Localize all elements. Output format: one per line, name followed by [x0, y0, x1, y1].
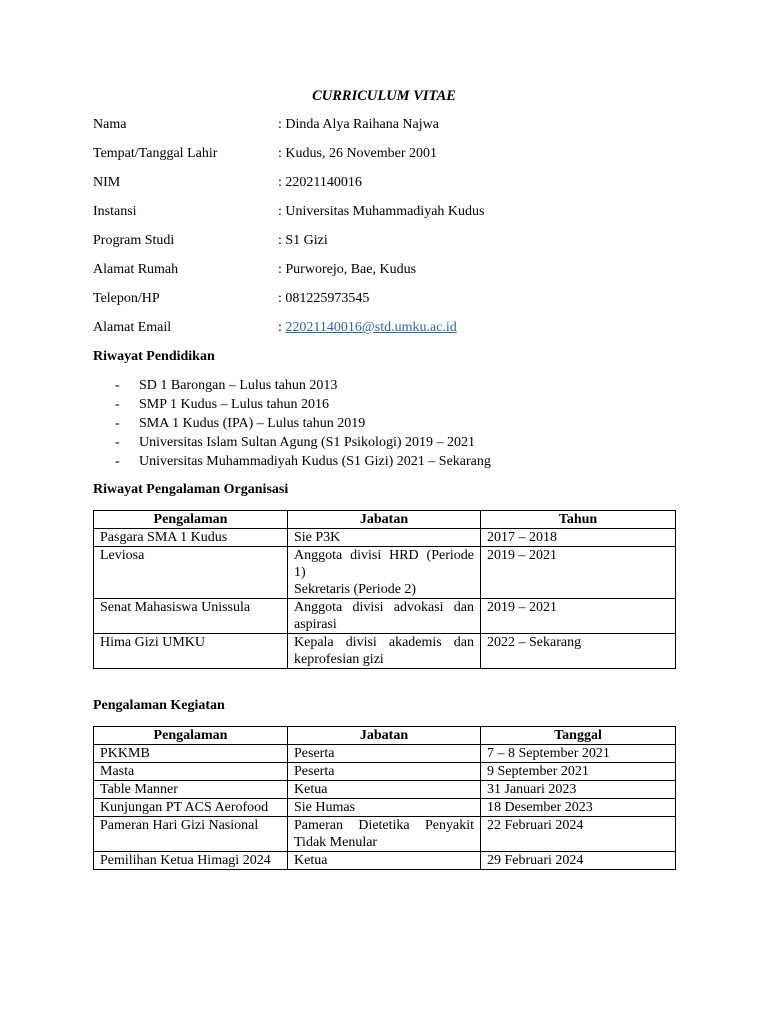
column-header: Pengalaman — [94, 727, 288, 745]
table-row — [94, 547, 676, 599]
table-cell: 9 September 2021 — [481, 763, 676, 781]
column-header: Tanggal — [481, 727, 676, 745]
table-row — [94, 817, 676, 852]
info-label: Tempat/Tanggal Lahir — [93, 146, 218, 161]
list-item — [93, 452, 675, 471]
table-cell — [288, 547, 481, 599]
table-row — [94, 852, 676, 870]
list-bullet: - — [115, 454, 120, 469]
info-row-alamat — [93, 260, 675, 289]
list-item — [93, 414, 675, 433]
info-row-nama — [93, 115, 675, 144]
table-cell: 29 Februari 2024 — [481, 852, 676, 870]
info-value: : 22021140016 — [278, 175, 362, 190]
list-item — [93, 376, 675, 395]
cell-line: Anggota divisi HRD (Periode 1) — [294, 548, 474, 580]
table-header-row — [94, 511, 676, 529]
table-cell: Leviosa — [94, 547, 288, 599]
list-bullet: - — [115, 378, 120, 393]
table-row — [94, 781, 676, 799]
education-heading: Riwayat Pendidikan — [93, 349, 215, 364]
table-cell: Anggota divisi advokasi dan aspirasi — [288, 599, 481, 634]
list-item-text: Universitas Islam Sultan Agung (S1 Psikologi) 2019 – 2021 — [139, 435, 475, 450]
table-cell: 7 – 8 September 2021 — [481, 745, 676, 763]
info-label: Alamat Email — [93, 320, 172, 335]
email-prefix: : — [278, 320, 286, 335]
activities-table — [93, 726, 676, 870]
table-cell: Sie Humas — [288, 799, 481, 817]
info-label: Nama — [93, 117, 127, 132]
table-cell: Sie P3K — [288, 529, 481, 547]
table-header-row — [94, 727, 676, 745]
table-cell: 2019 – 2021 — [481, 547, 676, 599]
organization-table — [93, 510, 676, 669]
table-cell: Pameran Hari Gizi Nasional — [94, 817, 288, 852]
info-value: : 081225973545 — [278, 291, 370, 306]
table-cell: 31 Januari 2023 — [481, 781, 676, 799]
list-item-text: Universitas Muhammadiyah Kudus (S1 Gizi) 2021 – Sekarang — [139, 454, 491, 469]
education-list — [93, 376, 675, 471]
info-label: Instansi — [93, 204, 137, 219]
column-header: Pengalaman — [94, 511, 288, 529]
table-cell: Kunjungan PT ACS Aerofood — [94, 799, 288, 817]
activities-heading: Pengalaman Kegiatan — [93, 698, 225, 713]
table-row — [94, 745, 676, 763]
list-item-text: SMA 1 Kudus (IPA) – Lulus tahun 2019 — [139, 416, 366, 431]
table-cell: PKKMB — [94, 745, 288, 763]
info-value: : Universitas Muhammadiyah Kudus — [278, 204, 485, 219]
table-cell: 2017 – 2018 — [481, 529, 676, 547]
list-bullet: - — [115, 397, 120, 412]
list-bullet: - — [115, 435, 120, 450]
table-cell: Ketua — [288, 852, 481, 870]
table-cell: Peserta — [288, 763, 481, 781]
table-row — [94, 763, 676, 781]
column-header: Jabatan — [288, 727, 481, 745]
info-row-email — [93, 318, 675, 347]
organization-heading: Riwayat Pengalaman Organisasi — [93, 482, 289, 497]
info-label: Program Studi — [93, 233, 175, 248]
list-item-text: SD 1 Barongan – Lulus tahun 2013 — [139, 378, 338, 393]
cv-title: CURRICULUM VITAE — [312, 88, 456, 104]
info-value: : Kudus, 26 November 2001 — [278, 146, 438, 161]
info-value: : Purworejo, Bae, Kudus — [278, 262, 417, 277]
personal-info — [93, 115, 675, 347]
table-cell: Masta — [94, 763, 288, 781]
table-cell: Table Manner — [94, 781, 288, 799]
table-row — [94, 529, 676, 547]
info-row-nim — [93, 173, 675, 202]
column-header: Jabatan — [288, 511, 481, 529]
info-label: Alamat Rumah — [93, 262, 179, 277]
info-label: Telepon/HP — [93, 291, 160, 306]
table-cell: 22 Februari 2024 — [481, 817, 676, 852]
info-row-ttl — [93, 144, 675, 173]
table-cell: 2022 – Sekarang — [481, 634, 676, 669]
table-cell: Kepala divisi akademis dan keprofesian gizi — [288, 634, 481, 669]
info-row-telepon — [93, 289, 675, 318]
info-row-instansi — [93, 202, 675, 231]
table-cell: Peserta — [288, 745, 481, 763]
list-item — [93, 395, 675, 414]
info-row-prodi — [93, 231, 675, 260]
list-item-text: SMP 1 Kudus – Lulus tahun 2016 — [139, 397, 330, 412]
info-value: : S1 Gizi — [278, 233, 328, 248]
table-row — [94, 599, 676, 634]
table-cell: Pemilihan Ketua Himagi 2024 — [94, 852, 288, 870]
list-bullet: - — [115, 416, 120, 431]
email-link[interactable]: 22021140016@std.umku.ac.id — [285, 320, 457, 335]
info-value: : Dinda Alya Raihana Najwa — [278, 117, 439, 132]
table-cell: Hima Gizi UMKU — [94, 634, 288, 669]
info-label: NIM — [93, 175, 121, 190]
list-item — [93, 433, 675, 452]
column-header: Tahun — [481, 511, 676, 529]
cell-line: Sekretaris (Periode 2) — [294, 582, 417, 597]
info-value — [278, 318, 675, 347]
table-cell: Pameran Dietetika Penyakit Tidak Menular — [288, 817, 481, 852]
cv-page — [93, 86, 675, 870]
table-cell: Pasgara SMA 1 Kudus — [94, 529, 288, 547]
table-cell: 18 Desember 2023 — [481, 799, 676, 817]
table-cell: Ketua — [288, 781, 481, 799]
table-row — [94, 799, 676, 817]
table-cell: 2019 – 2021 — [481, 599, 676, 634]
table-cell: Senat Mahasiswa Unissula — [94, 599, 288, 634]
table-row — [94, 634, 676, 669]
